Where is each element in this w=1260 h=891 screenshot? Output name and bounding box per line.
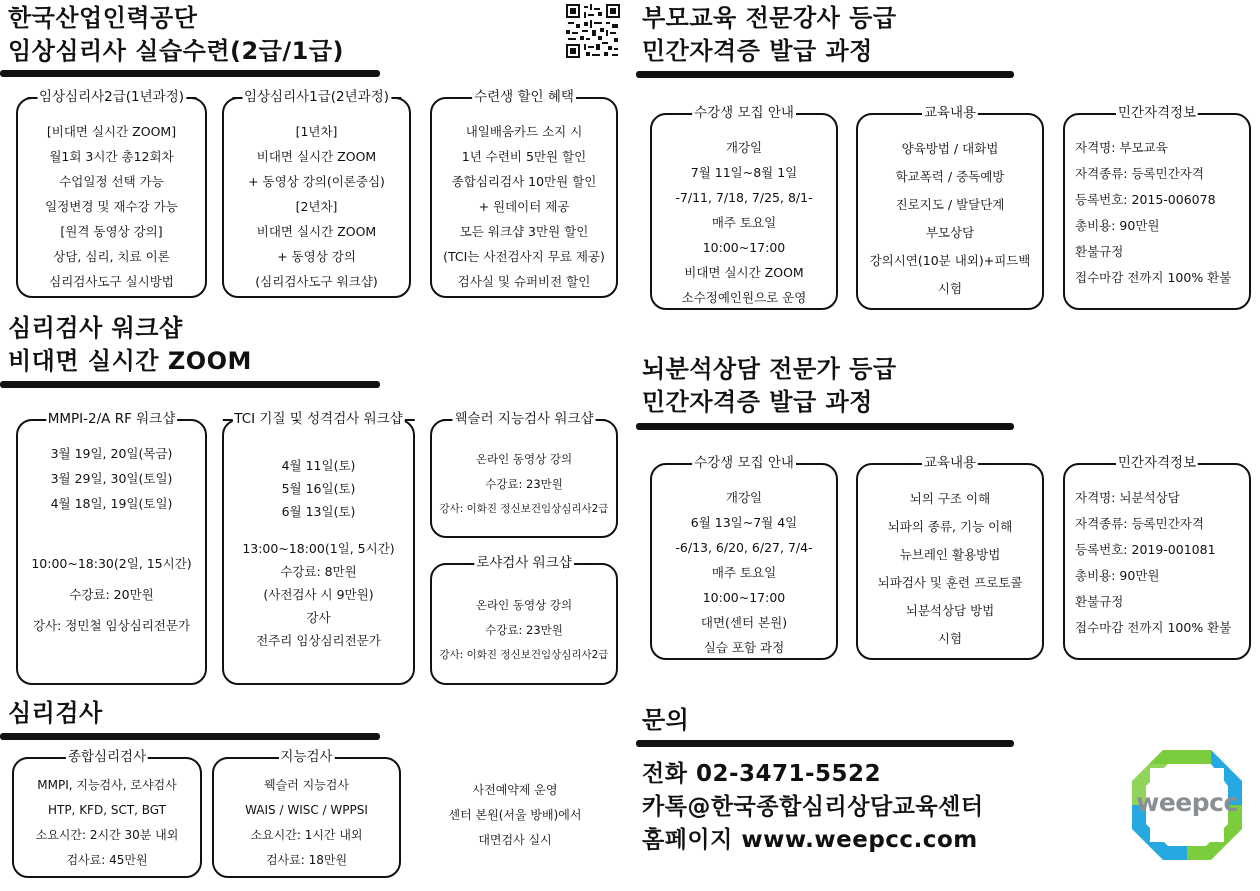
box-line: 검사료: 45만원 xyxy=(66,853,148,867)
box-line: 10:00~17:00 xyxy=(702,590,786,605)
box-line: 6월 13일(토) xyxy=(281,504,356,519)
logo-text: weepcc xyxy=(1136,788,1238,817)
brain-title: 뇌분석상담 전문가 등급 xyxy=(642,355,897,383)
box-line: 1년 수련비 5만원 할인 xyxy=(461,149,587,164)
box-line: 뇌파검사 및 훈련 프로토콜 xyxy=(877,575,1023,590)
box-line: 소요시간: 2시간 30분 내외 xyxy=(35,828,179,842)
box-line: HTP, KFD, SCT, BGT xyxy=(47,803,167,817)
workshop-box-title: TCI 기질 및 성격검사 워크샵 xyxy=(234,411,403,427)
box-line: 환불규정 xyxy=(1075,594,1124,609)
box-line: -7/11, 7/18, 7/25, 8/1- xyxy=(675,190,813,205)
test-title: 심리검사 xyxy=(8,699,103,727)
box-line: + 원데이터 제공 xyxy=(478,199,570,214)
parent-box-title: 수강생 모집 안내 xyxy=(694,105,794,121)
box-line: [원격 동영상 강의] xyxy=(60,224,163,239)
test-note-line: 대면검사 실시 xyxy=(478,833,552,847)
divider xyxy=(0,70,380,77)
box-line: 개강일 xyxy=(725,490,763,505)
contact-phone[interactable]: 전화 02-3471-5522 xyxy=(642,761,882,787)
box-line: [비대면 실시간 ZOOM] xyxy=(46,124,177,139)
box-line: 시험 xyxy=(937,631,963,646)
box-line: 검사료: 18만원 xyxy=(265,853,348,867)
box-line: (TCI는 사전검사지 무료 제공) xyxy=(443,249,605,264)
box-line: 종합심리검사 10만원 할인 xyxy=(451,174,597,189)
box-line: 온라인 동영상 강의 xyxy=(475,452,573,466)
brain-box-title: 수강생 모집 안내 xyxy=(694,455,794,471)
practicum-box-title: 수련생 할인 혜택 xyxy=(474,89,574,105)
box-line: 학교폭력 / 중독예방 xyxy=(895,169,1005,184)
box-line: 비대면 실시간 ZOOM xyxy=(684,265,804,280)
box-line: 강사: 이화진 정신보건임상심리사2급 xyxy=(439,649,609,661)
box-line: 소수정예인원으로 운영 xyxy=(681,290,807,305)
box-line: 개강일 xyxy=(725,140,763,155)
divider xyxy=(0,733,380,740)
box-line: 강사: 이화진 정신보건임상심리사2급 xyxy=(439,503,609,515)
box-line: 매주 토요일 xyxy=(711,215,777,230)
practicum-box-title: 임상심리사1급(2년과정) xyxy=(243,89,390,105)
box-line: 소요시간: 1시간 내외 xyxy=(250,828,363,842)
box-line: 뇌분석상담 방법 xyxy=(905,603,995,618)
box-line: 자격종류: 등록민간자격 xyxy=(1075,516,1204,531)
test-note xyxy=(424,778,606,853)
box-line: 뇌의 구조 이해 xyxy=(909,491,991,506)
test-box-title: 지능검사 xyxy=(280,749,333,765)
workshop-box-tci xyxy=(222,411,415,685)
box-line: 시험 xyxy=(937,281,963,296)
box-line: 진로지도 / 발달단계 xyxy=(895,197,1005,212)
workshop-box-rorschach xyxy=(430,555,618,685)
parent-box-curriculum xyxy=(856,105,1044,310)
box-line: 검사실 및 슈퍼비전 할인 xyxy=(457,274,591,289)
box-line: 웩슬러 지능검사 xyxy=(264,778,349,792)
workshop-box-title: 웩슬러 지능검사 워크샵 xyxy=(454,411,594,427)
divider xyxy=(636,740,1014,747)
box-line: 뇌파의 종류, 기능 이해 xyxy=(887,519,1013,534)
box-line: 수업일정 선택 가능 xyxy=(59,174,164,189)
practicum-box-title: 임상심리사2급(1년과정) xyxy=(38,89,185,105)
box-line: 강사: 정민철 임상심리전문가 xyxy=(32,618,191,633)
box-line: 뉴브레인 활용방법 xyxy=(899,547,1001,562)
box-line: 6월 13일~7월 4일 xyxy=(690,515,798,530)
box-line: 접수마감 전까지 100% 환불 xyxy=(1075,270,1232,285)
box-line: 3월 29일, 30일(토일) xyxy=(50,471,173,486)
qr-code-icon[interactable] xyxy=(566,4,620,58)
parent-box-title: 민간자격정보 xyxy=(1117,105,1197,121)
box-line: [1년차] xyxy=(295,124,338,139)
test-box-title: 종합심리검사 xyxy=(67,749,147,765)
brain-box-title: 민간자격정보 xyxy=(1117,455,1197,471)
contact-title: 문의 xyxy=(642,706,690,734)
header-course-title: 임상심리사 실습수련(2급/1급) xyxy=(8,37,344,65)
parent-box-title: 교육내용 xyxy=(923,105,977,121)
box-line: 수강료: 20만원 xyxy=(69,587,154,602)
box-line: 자격명: 부모교육 xyxy=(1075,140,1168,155)
box-line: 등록번호: 2015-006078 xyxy=(1075,192,1216,207)
test-note-line: 센터 본원(서울 방배)에서 xyxy=(448,808,582,822)
box-line: 내일배움카드 소지 시 xyxy=(465,124,583,139)
box-line: + 동영상 강의 xyxy=(277,249,356,264)
workshop-box-mmpi xyxy=(16,411,207,685)
workshop-box-title: MMPI-2/A RF 워크샵 xyxy=(47,411,176,427)
box-line: + 동영상 강의(이론중심) xyxy=(248,174,385,189)
box-line: 총비용: 90만원 xyxy=(1075,218,1160,233)
box-line: 온라인 동영상 강의 xyxy=(475,598,573,612)
box-line: 7월 11일~8월 1일 xyxy=(690,165,798,180)
box-line: 등록번호: 2019-001081 xyxy=(1075,542,1216,557)
box-line: 전주리 임상심리전문가 xyxy=(256,633,381,648)
box-line: 수강료: 23만원 xyxy=(485,477,563,491)
box-line: 모든 워크샵 3만원 할인 xyxy=(459,224,589,239)
box-line: 환불규정 xyxy=(1075,244,1124,259)
divider xyxy=(636,71,1014,78)
box-line: 비대면 실시간 ZOOM xyxy=(256,149,377,164)
box-line: -6/13, 6/20, 6/27, 7/4- xyxy=(675,540,813,555)
box-line: 5월 16일(토) xyxy=(281,481,356,496)
box-line: 심리검사도구 실시방법 xyxy=(49,274,174,289)
box-line: 일정변경 및 재수강 가능 xyxy=(45,199,178,214)
box-line: (사전검사 시 9만원) xyxy=(263,587,374,602)
divider xyxy=(0,381,380,388)
brain-box-recruit xyxy=(650,455,838,660)
workshop-box-wechsler xyxy=(430,411,618,538)
workshop-box-title: 로샤검사 워크샵 xyxy=(476,555,572,571)
box-line: 자격명: 뇌분석상담 xyxy=(1075,490,1180,505)
box-line: [2년차] xyxy=(295,199,338,214)
header-org-title: 한국산업인력공단 xyxy=(8,4,198,32)
test-note-line: 사전예약제 운영 xyxy=(472,783,558,797)
brain-box-license xyxy=(1063,455,1251,660)
contact-kakao[interactable]: 카톡@한국종합심리상담교육센터 xyxy=(642,794,984,820)
box-line: 실습 포함 과정 xyxy=(703,640,785,655)
box-line: 13:00~18:00(1일, 5시간) xyxy=(242,541,395,556)
brain-box-curriculum xyxy=(856,455,1044,660)
workshop-title: 심리검사 워크샵 xyxy=(8,314,183,342)
box-line: 10:00~17:00 xyxy=(702,240,786,255)
brain-subtitle: 민간자격증 발급 과정 xyxy=(642,388,873,416)
weepcc-logo xyxy=(1128,746,1246,864)
box-line: 대면(센터 본원) xyxy=(700,615,788,630)
box-line: 수강료: 8만원 xyxy=(280,564,357,579)
box-line: 상담, 심리, 치료 이론 xyxy=(53,249,170,264)
box-line: 접수마감 전까지 100% 환불 xyxy=(1075,620,1232,635)
box-line: 자격종류: 등록민간자격 xyxy=(1075,166,1204,181)
test-box-comprehensive xyxy=(12,749,202,878)
box-line: 매주 토요일 xyxy=(711,565,777,580)
workshop-subtitle: 비대면 실시간 ZOOM xyxy=(8,347,252,375)
test-box-intelligence xyxy=(212,749,401,878)
box-line: 월1회 3시간 총12회차 xyxy=(49,149,174,164)
parent-box-license xyxy=(1063,105,1251,310)
parent-box-recruit xyxy=(650,105,838,310)
contact-homepage[interactable]: 홈페이지 www.weepcc.com xyxy=(642,827,978,853)
box-line: 부모상담 xyxy=(925,225,975,240)
box-line: WAIS / WISC / WPPSI xyxy=(245,803,368,817)
parent-edu-subtitle: 민간자격증 발급 과정 xyxy=(642,37,873,65)
box-line: (심리검사도구 워크샵) xyxy=(255,274,378,289)
practicum-box-level2 xyxy=(16,89,207,298)
box-line: 총비용: 90만원 xyxy=(1075,568,1160,583)
parent-edu-title: 부모교육 전문강사 등급 xyxy=(642,4,897,32)
box-line: 10:00~18:30(2일, 15시간) xyxy=(31,556,192,571)
box-line: 4월 18일, 19일(토일) xyxy=(50,496,173,511)
box-line: 수강료: 23만원 xyxy=(485,623,563,637)
box-line: MMPI, 지능검사, 로샤검사 xyxy=(37,778,177,792)
box-line: 4월 11일(토) xyxy=(281,458,356,473)
practicum-box-discount xyxy=(430,89,618,298)
box-line: 양육방법 / 대화법 xyxy=(901,141,999,156)
practicum-box-level1 xyxy=(222,89,411,298)
box-line: 강사 xyxy=(306,610,331,625)
box-line: 3월 19일, 20일(목금) xyxy=(50,446,173,461)
box-line: 강의시연(10분 내외)+피드백 xyxy=(869,253,1031,268)
divider xyxy=(636,423,1014,430)
brain-box-title: 교육내용 xyxy=(923,455,977,471)
box-line: 비대면 실시간 ZOOM xyxy=(256,224,377,239)
